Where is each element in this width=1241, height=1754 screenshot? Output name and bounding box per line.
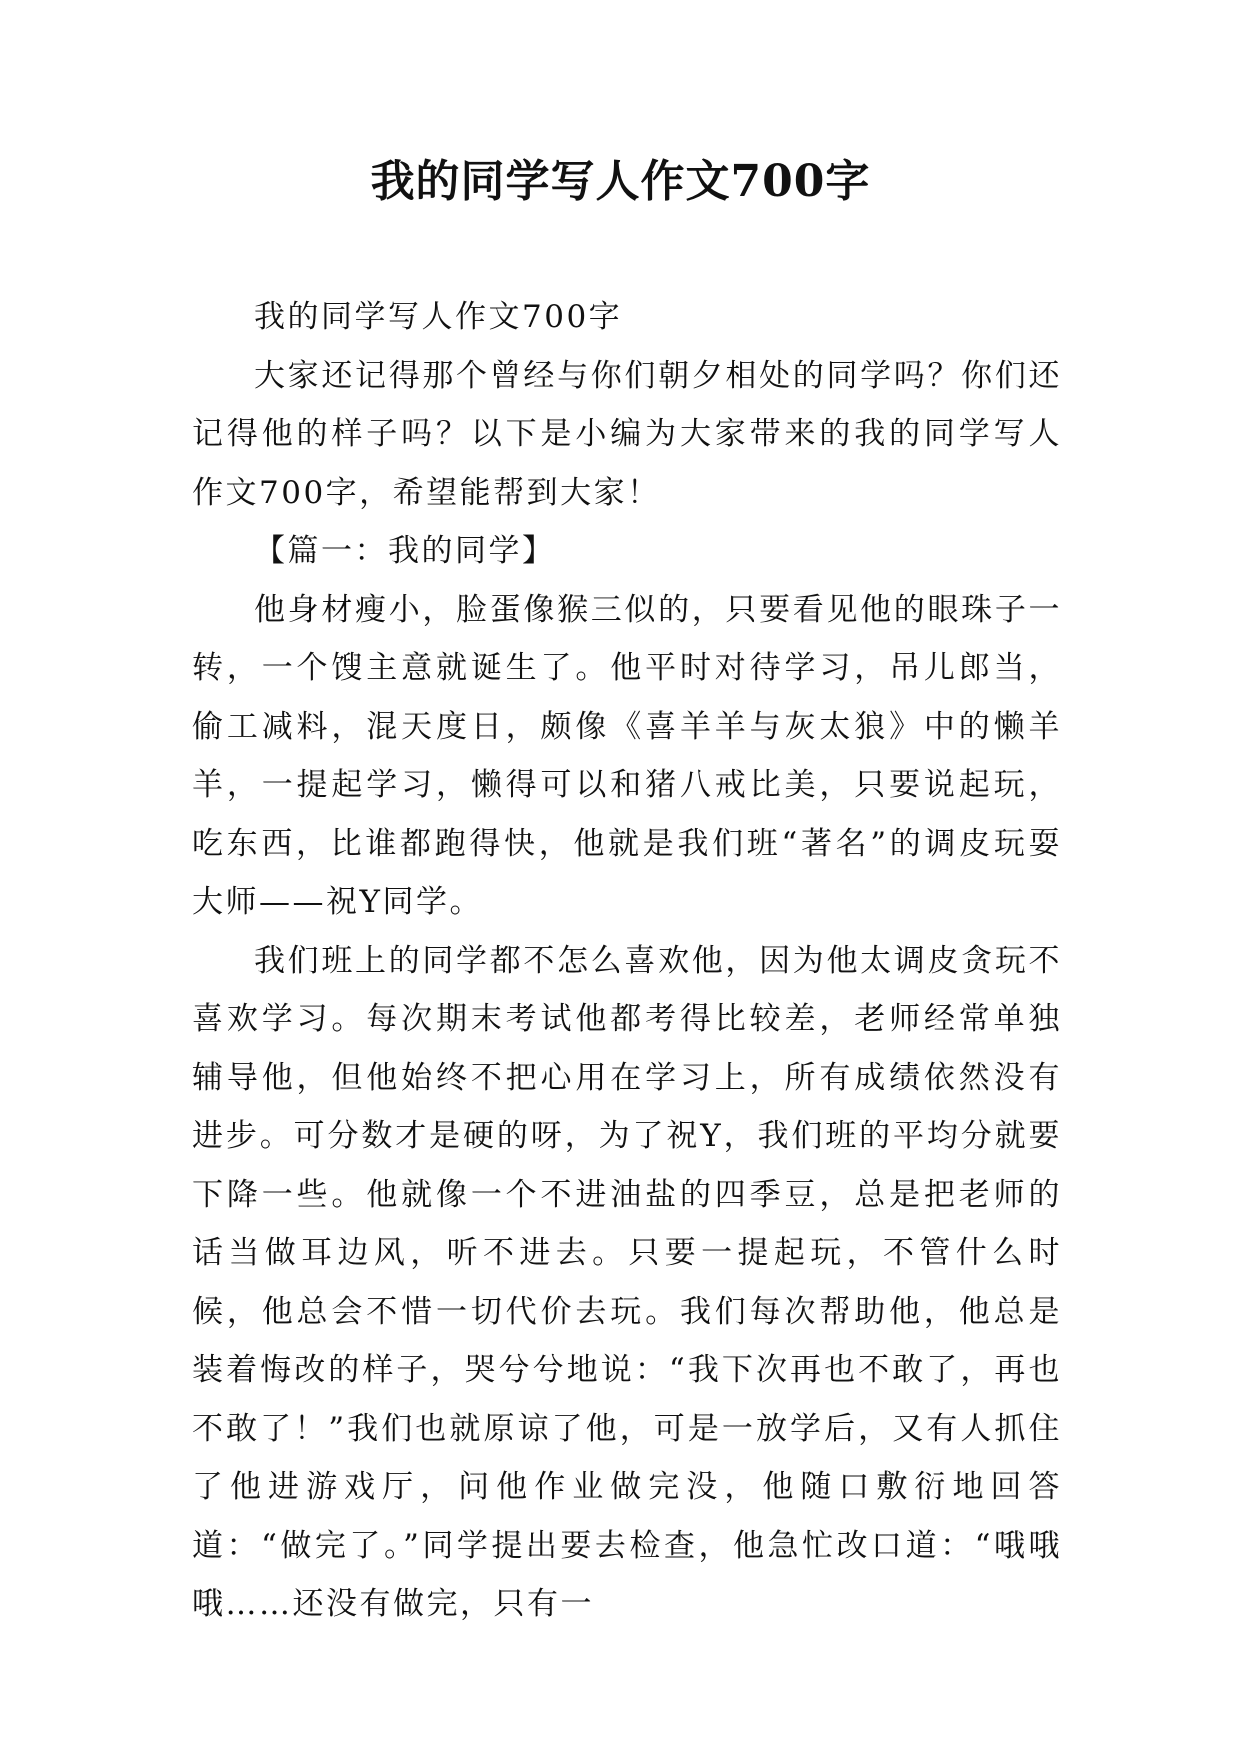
paragraph-subtitle: 我的同学写人作文700字 <box>254 299 623 335</box>
document-body <box>192 288 1062 1634</box>
paragraph: 他身材瘦小，脸蛋像猴三似的，只要看见他的眼珠子一转，一个馊主意就诞生了。他平时对待学习，吊儿郎当，偷工减料，混天度日，颇像《喜羊羊与灰太狼》中的懒羊羊，一提起学习，懒得可以和猪八戒比美，只要说起玩，吃东西，比谁都跑得快，他就是我们班“著名”的调皮玩耍大师——祝Y同学。 <box>192 591 1062 920</box>
section-heading: 【篇一：我的同学】 <box>254 533 556 569</box>
paragraph-intro: 大家还记得那个曾经与你们朝夕相处的同学吗？你们还记得他的样子吗？以下是小编为大家带来的我的同学写人作文700字，希望能帮到大家！ <box>192 357 1062 511</box>
paragraph: 我们班上的同学都不怎么喜欢他，因为他太调皮贪玩不喜欢学习。每次期末考试他都考得比较差，老师经常单独辅导他，但他始终不把心用在学习上，所有成绩依然没有进步。可分数才是硬的呀，为了祝Y，我们班的平均分就要下降一些。他就像一个不进油盐的四季豆，总是把老师的话当做耳边风，听不进去。只要一提起玩，不管什么时候，他总会不惜一切代价去玩。我们每次帮助他，他总是装着悔改的样子，哭兮兮地说：“我下次再也不敢了，再也不敢了！”我们也就原谅了他，可是一放学后，又有人抓住了他进游戏厅，问他作业做完没，他随口敷衍地回答道：“做完了。”同学提出要去检查，他急忙改口道：“哦哦哦……还没有做完，只有一 <box>192 942 1062 1622</box>
document-title: 我的同学写人作文700字 <box>370 156 871 207</box>
